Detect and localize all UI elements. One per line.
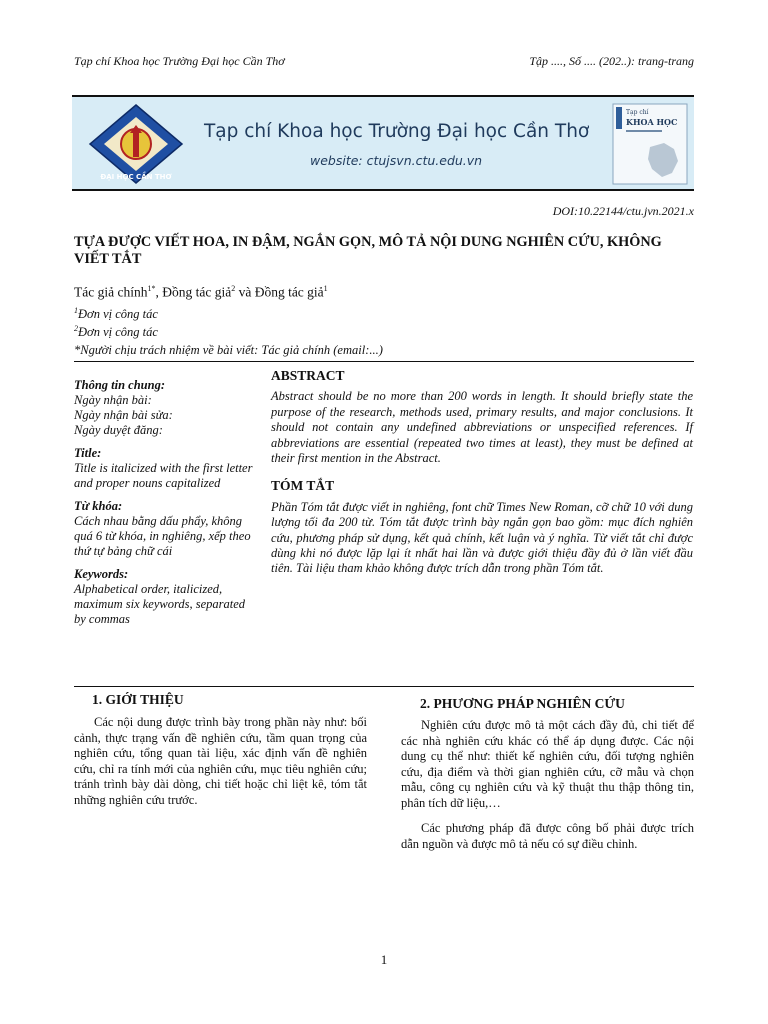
- author-co1: , Đồng tác giả: [155, 284, 232, 300]
- running-header-issue: Tập ...., Số .... (202..): trang-trang: [529, 54, 694, 68]
- article-info-sidebar: [74, 378, 254, 627]
- author-main: Tác giả chính: [74, 284, 148, 300]
- info-heading: Thông tin chung:: [74, 378, 166, 392]
- cover-big-text: KHOA HỌC: [626, 117, 678, 127]
- article-title: TỰA ĐƯỢC VIẾT HOA, IN ĐẬM, NGẮN GỌN, MÔ TẢ NỘI DUNG NGHIÊN CỨU, KHÔNG VIẾT TẮT: [74, 234, 662, 267]
- journal-cover-icon: [612, 103, 688, 185]
- date-revised: Ngày nhận bài sửa:: [74, 408, 173, 422]
- section-2-heading: 2. PHƯƠNG PHÁP NGHIÊN CỨU: [420, 696, 625, 711]
- section-1-body: [74, 715, 367, 808]
- title-heading: Title:: [74, 446, 102, 460]
- divider-bottom: [74, 686, 694, 687]
- tukhoa-text: Cách nhau bằng dấu phẩy, không quá 6 từ khóa, in nghiêng, xếp theo thứ tự bảng chữ cái: [74, 514, 251, 558]
- section-2-paragraph-1: Nghiên cứu được mô tả một cách đầy đủ, chi tiết để các nhà nghiên cứu khác có thể áp dụng được. Các nội dung cụ thể như: thiết kế nghiên cứu, đối tượng nghiên cứu, địa điểm và thời gian nghiên cứu, cỡ mẫu và chọn mẫu, công cụ nghiên cứu và kỹ thuật thu thập thông tin, phân tích dữ liệu,…: [401, 718, 694, 810]
- affiliation-2: [74, 324, 158, 340]
- abstract-text: Abstract should be no more than 200 words in length. It should briefly state the purpose of the research, methods used, primary results, and major conclusions. It should not contain any undefined abbreviations or unspecified references. If abbreviations are essential (repeated two times at least), they must be defined at their first mention in the Abstract.: [271, 389, 693, 466]
- keywords-text: Alphabetical order, italicized, maximum six keywords, separated by commas: [74, 582, 246, 626]
- section-2-paragraph-2: Các phương pháp đã được công bố phải được trích dẫn nguồn và được mô tả nếu có sự điều chỉnh.: [401, 821, 694, 851]
- affiliation-1: [74, 306, 158, 322]
- doi: DOI:10.22144/ctu.jvn.2021.x: [552, 204, 694, 218]
- tomtat-text: Phần Tóm tắt được viết in nghiêng, font chữ Times New Roman, cỡ chữ 10 với dung lượng tối đa 200 từ. Tóm tắt được trình bày ngắn gọn bao gồm: mục đích nghiên cứu, phương pháp sử dụng, kết quả chính, kết luận và ý nghĩa. Từ viết tắt chỉ được dùng khi nó được lặp lại ít nhất hai lần và được giới thiệu đầy đủ ở lần viết đầu tiên. Tài liệu tham khảo không được trích dẫn trong phần Tóm tắt.: [271, 499, 693, 576]
- author-co1-sup: 2: [231, 284, 236, 293]
- abstract-block: [271, 368, 693, 577]
- banner-title: Tạp chí Khoa học Trường Đại học Cần Thơ: [204, 121, 590, 142]
- university-logo-icon: [86, 103, 186, 185]
- affiliation-1-sup: 1: [74, 306, 78, 315]
- affiliation-2-text: Đơn vị công tác: [78, 325, 158, 340]
- section-1-paragraph: Các nội dung được trình bày trong phần này như: bối cảnh, thực trạng vấn đề nghiên cứu, tầm quan trọng của nghiên cứu, tổng quan tài liệu, xác định vấn đề nghiên cứu, chỉ ra tính mới của nghiên cứu, mục tiêu nghiên cứu; tránh trình bày dài dòng, chi tiết hoặc chỉ liệt kê, tóm tắt những nghiên cứu trước.: [74, 715, 367, 807]
- author-line: [74, 284, 328, 301]
- logo-text: ĐẠI HỌC CẦN THƠ: [100, 173, 172, 181]
- affiliation-2-sup: 2: [74, 324, 78, 333]
- affiliation-1-text: Đơn vị công tác: [78, 307, 158, 322]
- corresponding-author: *Người chịu trách nhiệm về bài viết: Tác giả chính (email:...): [74, 343, 383, 357]
- running-header-journal: Tạp chí Khoa học Trường Đại học Cần Thơ: [74, 54, 285, 68]
- author-co2-sup: 1: [323, 284, 328, 293]
- abstract-heading: ABSTRACT: [271, 368, 345, 383]
- date-accepted: Ngày duyệt đăng:: [74, 423, 163, 437]
- section-2-body: [401, 718, 694, 852]
- date-received: Ngày nhận bài:: [74, 393, 152, 407]
- journal-banner: [72, 95, 694, 191]
- tomtat-heading: TÓM TẮT: [271, 478, 335, 494]
- author-main-sup: 1*: [147, 284, 156, 293]
- title-text: Title is italicized with the first letter and proper nouns capitalized: [74, 461, 253, 490]
- divider-top: [74, 361, 694, 362]
- author-co2: và Đồng tác giả: [235, 284, 324, 300]
- tukhoa-heading: Từ khóa:: [74, 499, 123, 513]
- cover-small-text: Tạp chí: [626, 109, 649, 116]
- banner-website: website: ctujsvn.ctu.edu.vn: [310, 153, 483, 168]
- section-1-heading: 1. GIỚI THIỆU: [92, 692, 184, 707]
- page-number: 1: [380, 952, 388, 967]
- keywords-heading: Keywords:: [74, 567, 129, 581]
